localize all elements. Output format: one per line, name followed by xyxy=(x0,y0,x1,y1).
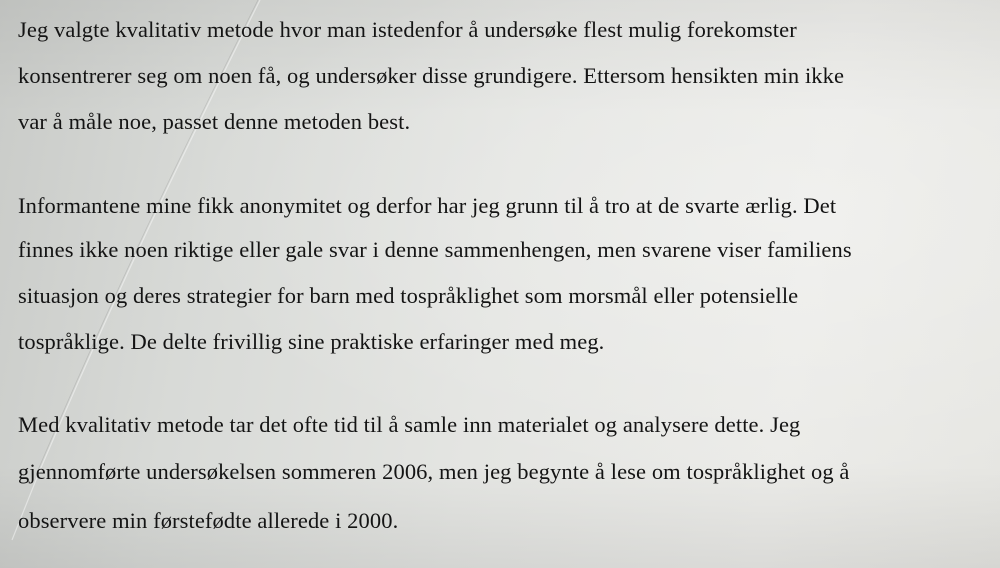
paragraph-3-line-1: Med kvalitativ metode tar det ofte tid til å samle inn materialet og analysere dette. Jeg xyxy=(18,412,801,437)
paragraph-2-line-4: tospråklige. De delte frivillig sine praktiske erfaringer med meg. xyxy=(18,329,605,354)
paragraph-3-line-2: gjennomførte undersøkelsen sommeren 2006, men jeg begynte å lese om tospråklighet og å xyxy=(18,459,850,484)
paragraph-2-line-3: situasjon og deres strategier for barn med tospråklighet som morsmål eller potensielle xyxy=(18,283,799,308)
paragraph-3-line-3: observere min førstefødte allerede i 2000. xyxy=(18,508,399,533)
paragraph-2-line-1: Informantene mine fikk anonymitet og derfor har jeg grunn til å tro at de svarte ærlig. Det xyxy=(18,193,837,218)
paragraph-1-line-3: var å måle noe, passet denne metoden best. xyxy=(18,109,411,134)
paragraph-1-line-2: konsentrerer seg om noen få, og undersøker disse grundigere. Ettersom hensikten min ikke xyxy=(18,63,845,88)
paragraph-2-line-2: finnes ikke noen riktige eller gale svar i denne sammenhengen, men svarene viser familiens xyxy=(18,237,852,262)
paragraph-1-line-1: Jeg valgte kvalitativ metode hvor man istedenfor å undersøke flest mulig forekomster xyxy=(18,17,797,42)
